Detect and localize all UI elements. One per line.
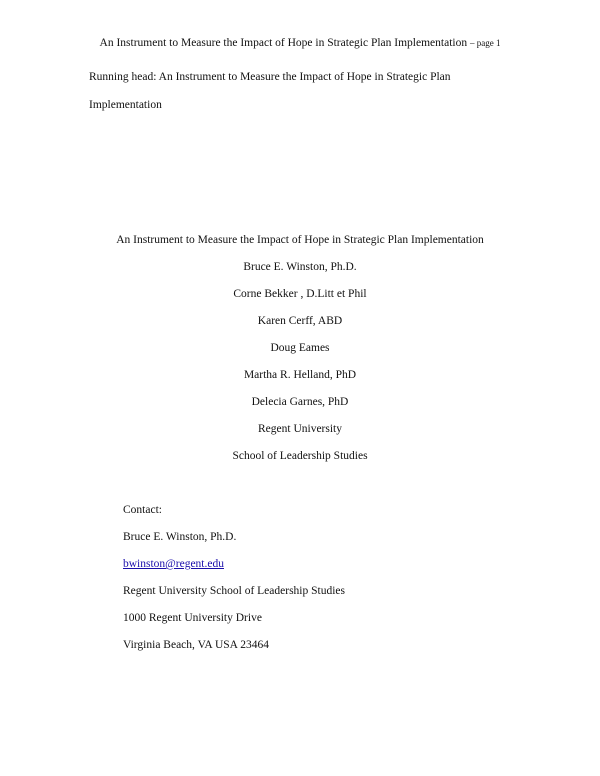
contact-organization: Regent University School of Leadership Studies [123,585,345,597]
contact-name: Bruce E. Winston, Ph.D. [123,531,237,543]
running-head-line-2: Implementation [89,99,162,111]
author-name: Martha R. Helland, PhD [243,369,357,381]
paper-title: An Instrument to Measure the Impact of Hope in Strategic Plan Implementation [116,234,484,246]
author-name: Delecia Garnes, PhD [251,396,349,408]
author-name: Corne Bekker , D.Litt et Phil [233,288,367,300]
running-head-line-1: Running head: An Instrument to Measure the Impact of Hope in Strategic Plan [89,71,451,83]
author-name: Bruce E. Winston, Ph.D. [243,261,357,273]
author-name: Karen Cerff, ABD [257,315,343,327]
contact-city: Virginia Beach, VA USA 23464 [123,639,269,651]
header-page-number: – page 1 [469,38,501,48]
header-title: An Instrument to Measure the Impact of Hope in Strategic Plan Implementation [99,37,468,49]
contact-label: Contact: [123,504,162,516]
school-name: School of Leadership Studies [232,450,368,462]
contact-street: 1000 Regent University Drive [123,612,262,624]
contact-email-link[interactable]: bwinston@regent.edu [123,558,224,570]
author-name: Doug Eames [270,342,330,354]
page-header [0,37,600,49]
institution-name: Regent University [258,423,342,435]
